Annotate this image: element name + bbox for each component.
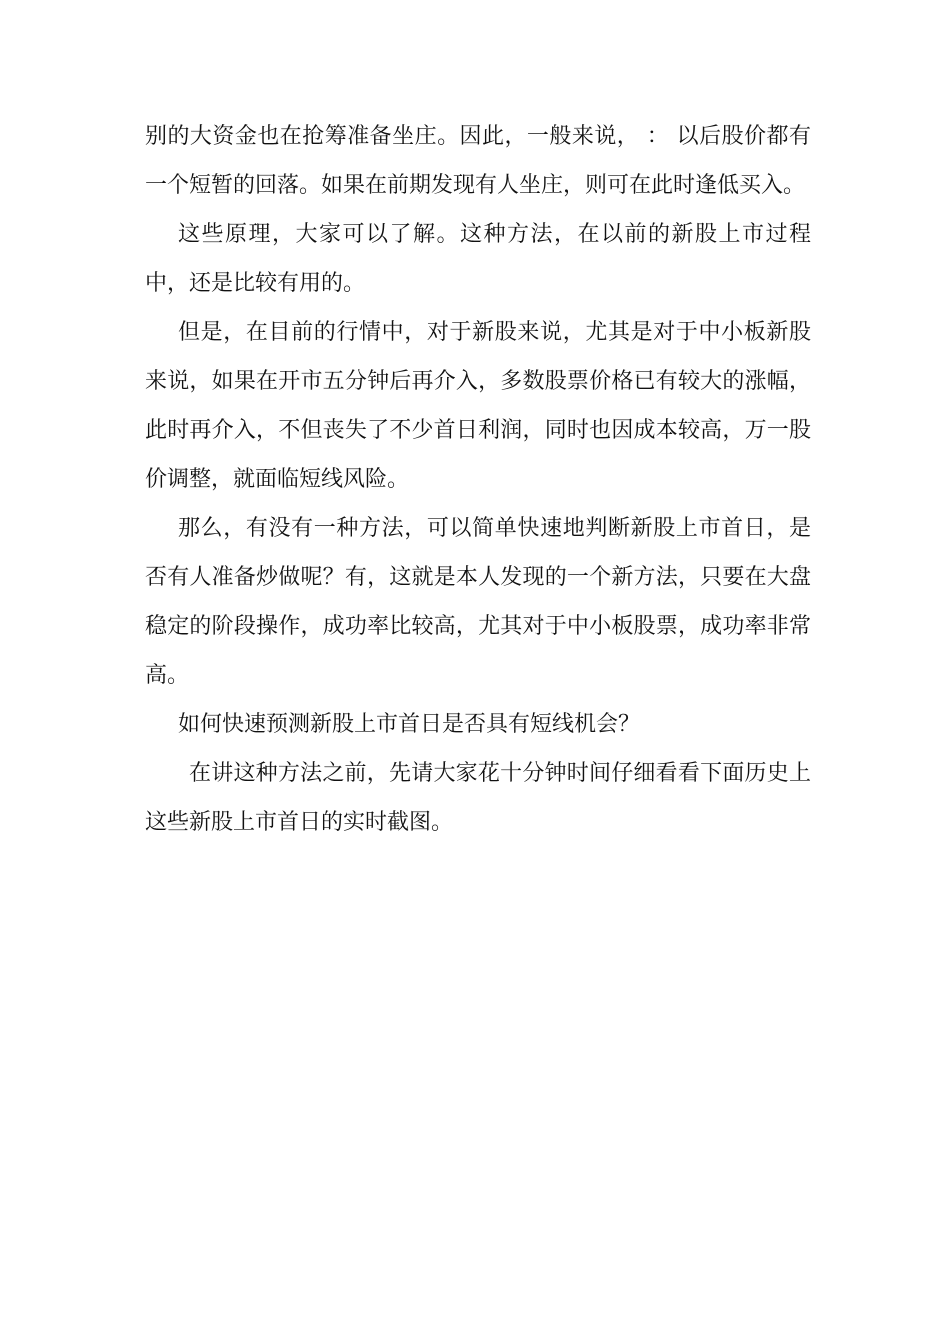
paragraph-screenshot-intro: 在讲这种方法之前，先请大家花十分钟时间仔细看看下面历史上这些新股上市首日的实时截图。 <box>145 761 811 835</box>
paragraph-current-market: 但是，在目前的行情中，对于新股来说，尤其是对于中小板新股来说，如果在开市五分钟后再介入，多数股票价格已有较大的涨幅，此时再介入，不但丧失了不少首日利润，同时也因成本较高，万一股价调整，就面临短线风险。 <box>145 320 811 492</box>
paragraph-continuation: 别的大资金也在抢筹准备坐庄。因此，一般来说， ： 以后股价都有一个短暂的回落。如果在前期发现有人坐庄，则可在此时逢低买入。 <box>145 124 811 198</box>
paragraph-new-method: 那么，有没有一种方法，可以简单快速地判断新股上市首日，是否有人准备炒做呢？有，这就是本人发现的一个新方法，只要在大盘稳定的阶段操作，成功率比较高，尤其对于中小板股票，成功率非常高。 <box>145 516 811 688</box>
paragraph-question-heading: 如何快速预测新股上市首日是否具有短线机会？ <box>178 712 641 737</box>
document-body <box>145 112 811 847</box>
paragraph-principle: 这些原理，大家可以了解。这种方法，在以前的新股上市过程中，还是比较有用的。 <box>145 222 811 296</box>
